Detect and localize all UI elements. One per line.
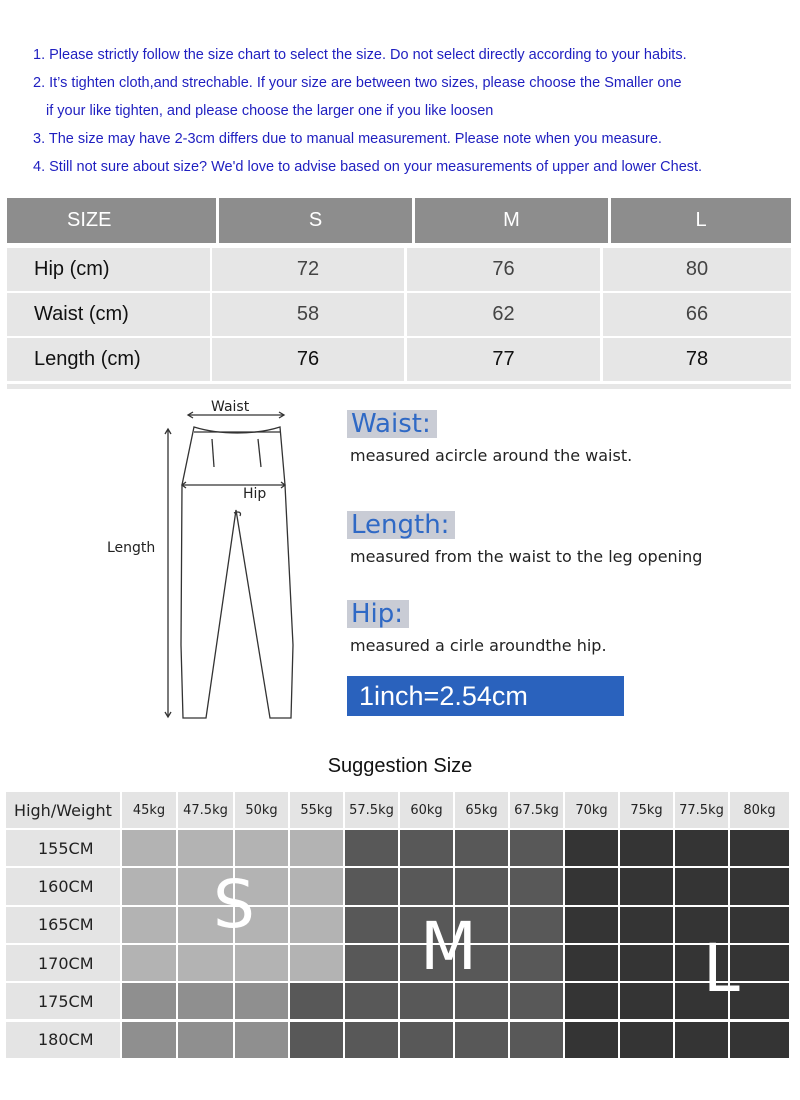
weight-header: 55kg [290,792,343,828]
height-row-label: 155CM [6,830,120,866]
size-cell-s [235,1022,288,1058]
length-definition-text: measured from the waist to the leg opening [350,547,703,566]
size-cell-s [178,1022,233,1058]
size-cell-m [290,1022,343,1058]
size-cell-m [510,1022,563,1058]
size-zone-label-l: L [703,930,740,1007]
leggings-outline [181,427,293,718]
size-cell-s [290,907,343,943]
size-chart-header-m: M [415,198,608,243]
size-cell-m [400,983,453,1019]
size-cell-l [675,830,728,866]
hip-definition-title: Hip: [347,600,409,628]
waist-definition-text: measured acircle around the waist. [350,446,633,465]
size-cell-m [400,1022,453,1058]
size-cell-l [620,1022,673,1058]
grid-corner-label: High/Weight [6,792,120,828]
size-chart-cell: 66 [603,293,791,336]
hip-label: Hip [243,486,267,502]
size-cell-s [290,868,343,904]
size-cell-l [565,868,618,904]
size-chart-cell: 72 [212,248,404,291]
size-cell-l [730,868,789,904]
height-row-label: 165CM [6,907,120,943]
size-cell-s [235,830,288,866]
size-zone-label-s: S [213,866,255,943]
weight-header: 60kg [400,792,453,828]
height-row-label: 170CM [6,945,120,981]
size-cell-l [620,983,673,1019]
size-cell-l [565,907,618,943]
size-cell-l [565,1022,618,1058]
size-chart-cell: 77 [407,338,600,381]
size-cell-m [345,945,398,981]
size-cell-l [620,868,673,904]
size-cell-s [122,945,176,981]
size-cell-l [565,945,618,981]
size-cell-m [345,1022,398,1058]
size-chart-row-label: Waist (cm) [7,293,210,336]
size-chart-row-label: Length (cm) [7,338,210,381]
note-1: 1. Please strictly follow the size chart to select the size. Do not select directly according to your habits. [33,47,687,63]
height-row-label: 175CM [6,983,120,1019]
size-cell-m [455,830,508,866]
size-cell-m [345,983,398,1019]
size-chart-header-l: L [611,198,791,243]
size-cell-s [235,983,288,1019]
size-cell-l [730,830,789,866]
note-3: 3. The size may have 2-3cm differs due to manual measurement. Please note when you measure. [33,131,662,147]
weight-header: 67.5kg [510,792,563,828]
size-cell-s [122,907,176,943]
waist-definition-title: Waist: [347,410,437,438]
size-cell-m [400,830,453,866]
weight-header: 75kg [620,792,673,828]
size-chart-cell: 76 [407,248,600,291]
size-cell-l [565,830,618,866]
size-chart-cell: 62 [407,293,600,336]
size-cell-m [455,868,508,904]
size-cell-s [178,830,233,866]
size-cell-s [178,983,233,1019]
size-cell-s [290,830,343,866]
weight-header: 77.5kg [675,792,728,828]
length-definition-title: Length: [347,511,455,539]
hip-definition-text: measured a cirle aroundthe hip. [350,636,607,655]
height-row-label: 180CM [6,1022,120,1058]
size-chart-cell: 76 [212,338,404,381]
weight-header: 70kg [565,792,618,828]
size-cell-m [345,907,398,943]
weight-header: 65kg [455,792,508,828]
size-cell-l [620,830,673,866]
size-cell-l [620,945,673,981]
size-cell-l [565,983,618,1019]
size-cell-m [510,907,563,943]
size-cell-m [400,868,453,904]
weight-header: 50kg [235,792,288,828]
size-cell-m [510,830,563,866]
size-cell-m [455,1022,508,1058]
size-cell-l [730,1022,789,1058]
size-chart-bottom-strip [7,384,791,389]
length-label: Length [107,540,156,556]
suggestion-title: Suggestion Size [327,755,473,777]
size-chart-header-size: SIZE [7,198,216,243]
note-2: 2. It’s tighten cloth,and strechable. If your size are between two sizes, please choose the Smaller one [33,75,682,91]
size-cell-s [290,945,343,981]
size-cell-s [178,945,233,981]
size-chart-cell: 80 [603,248,791,291]
size-cell-m [510,868,563,904]
note-4: 4. Still not sure about size? We'd love to advise based on your measurements of upper and lower Chest. [33,159,703,175]
size-cell-m [290,983,343,1019]
size-cell-s [122,868,176,904]
size-cell-m [510,945,563,981]
size-cell-m [345,830,398,866]
size-cell-l [620,907,673,943]
height-row-label: 160CM [6,868,120,904]
size-cell-m [455,983,508,1019]
size-chart-cell: 58 [212,293,404,336]
inch-conversion: 1inch=2.54cm [347,676,624,716]
leggings-diagram [100,395,320,725]
size-cell-l [675,868,728,904]
size-cell-s [235,945,288,981]
size-chart-row-label: Hip (cm) [7,248,210,291]
size-chart-header-s: S [219,198,412,243]
size-cell-s [122,983,176,1019]
waist-label: Waist [211,399,250,415]
weight-header: 80kg [730,792,789,828]
weight-header: 47.5kg [178,792,233,828]
size-cell-m [510,983,563,1019]
size-chart-cell: 78 [603,338,791,381]
note-2-continued: if your like tighten, and please choose the larger one if you like loosen [46,103,494,119]
weight-header: 45kg [122,792,176,828]
size-zone-label-m: M [420,908,477,985]
size-cell-s [122,1022,176,1058]
size-cell-m [345,868,398,904]
weight-header: 57.5kg [345,792,398,828]
size-cell-l [675,1022,728,1058]
size-cell-s [122,830,176,866]
